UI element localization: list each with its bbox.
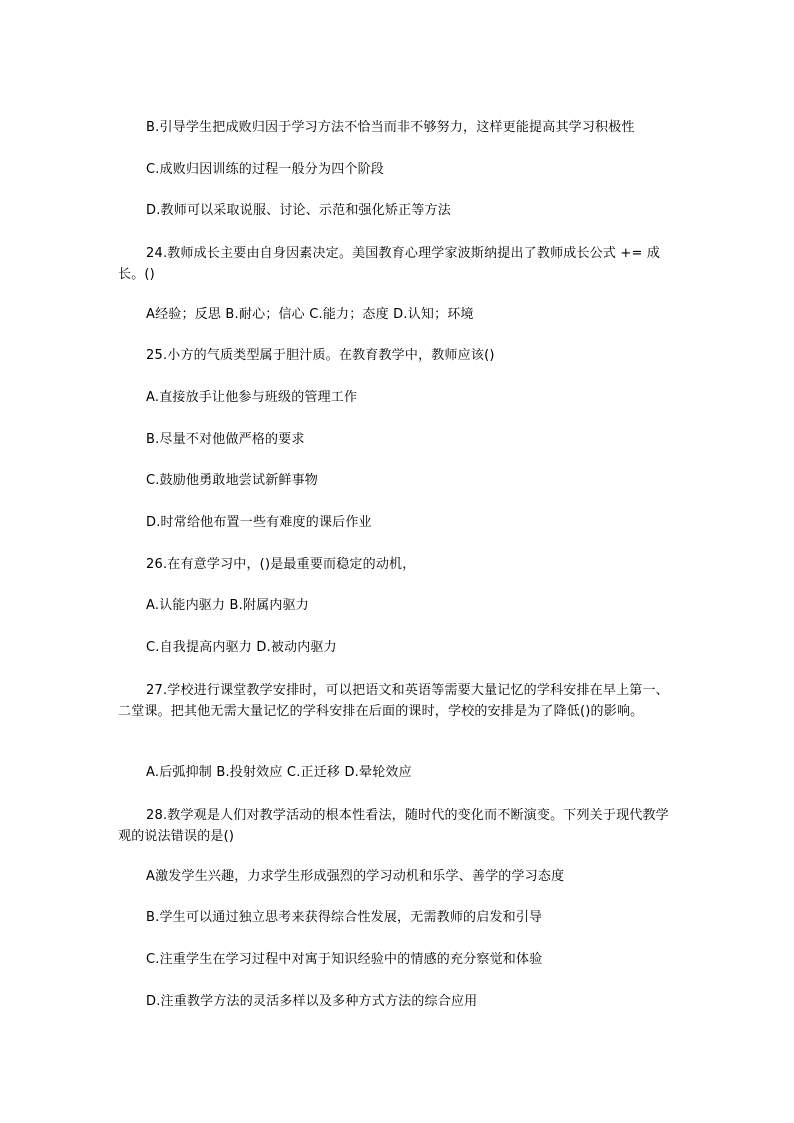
question-25-option-a: A.直接放手让他参与班级的管理工作 bbox=[146, 390, 358, 405]
question-27-options: A.后弧抑制 B.投射效应 C.正迁移 D.晕轮效应 bbox=[146, 765, 412, 780]
question-26: 26.在有意学习中，()是最重要而稳定的动机， bbox=[146, 557, 416, 572]
question-28-option-d: D.注重教学方法的灵活多样以及多种方式方法的综合应用 bbox=[146, 994, 478, 1009]
question-24: 24.教师成长主要由自身因素决定。美国教育心理学家波斯纳提出了教师成长公式 += 成长。() bbox=[118, 246, 661, 282]
question-24-options: A经验；反思 B.耐心；信心 C.能力；态度 D.认知；环境 bbox=[146, 307, 474, 322]
question-28-option-c: C.注重学生在学习过程中对寓于知识经验中的情感的充分察觉和体验 bbox=[146, 952, 543, 967]
option-c-attribution: C.成败归因训练的过程一般分为四个阶段 bbox=[146, 162, 385, 177]
question-28-option-a: A激发学生兴趣，力求学生形成强烈的学习动机和乐学、善学的学习态度 bbox=[146, 869, 565, 884]
question-27: 27.学校进行课堂教学安排时，可以把语文和英语等需要大量记忆的学科安排在早上第一、二堂课。把其他无需大量记忆的学科安排在后面的课时，学校的安排是为了降低()的影响。 bbox=[118, 683, 669, 719]
question-26-options-cd: C.自我提高内驱力 D.被动内驱力 bbox=[146, 640, 337, 655]
question-28-option-b: B.学生可以通过独立思考来获得综合性发展，无需教师的启发和引导 bbox=[146, 910, 543, 925]
option-b-attribution: B.引导学生把成败归因于学习方法不恰当而非不够努力，这样更能提高其学习积极性 bbox=[146, 120, 635, 135]
question-25-option-b: B.尽量不对他做严格的要求 bbox=[146, 432, 305, 447]
question-25-option-c: C.鼓励他勇敢地尝试新鲜事物 bbox=[146, 473, 319, 488]
question-26-options-ab: A.认能内驱力 B.附属内驱力 bbox=[146, 598, 309, 613]
question-28: 28.教学观是人们对教学活动的根本性看法，随时代的变化而不断演变。下列关于现代教学观的说法错误的是() bbox=[118, 808, 669, 844]
question-25: 25.小方的气质类型属于胆汁质。在教育教学中，教师应该() bbox=[146, 348, 495, 363]
question-25-option-d: D.时常给他布置一些有难度的课后作业 bbox=[146, 515, 372, 530]
option-d-attribution: D.教师可以采取说服、讨论、示范和强化矫正等方法 bbox=[146, 203, 451, 218]
